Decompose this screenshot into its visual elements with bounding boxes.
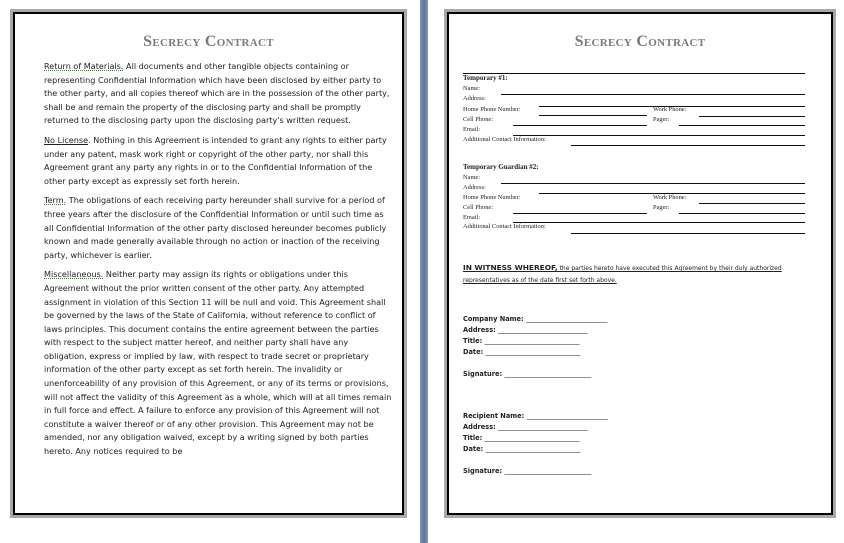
signature-field[interactable]: ______________________________ bbox=[504, 370, 586, 378]
section-no-license bbox=[44, 134, 392, 188]
title-field[interactable]: ______________________________ bbox=[484, 337, 566, 345]
work-phone-label: Work Phone: bbox=[653, 194, 687, 201]
witness-text: the parties hereto have executed this Agreement by their duly authorized representatives as of the date first set forth above. bbox=[463, 265, 782, 284]
witness-clause bbox=[463, 262, 813, 287]
name-field-line[interactable] bbox=[501, 94, 805, 95]
witness-lead: IN WITNESS WHEREOF, bbox=[463, 263, 558, 272]
additional-info-field-line[interactable] bbox=[571, 145, 805, 146]
company-name-label: Company Name: bbox=[463, 315, 524, 323]
signature-field[interactable]: ______________________________ bbox=[504, 467, 586, 475]
work-phone-field-line[interactable] bbox=[699, 203, 805, 204]
home-phone-label: Home Phone Number: bbox=[463, 106, 521, 113]
home-phone-label: Home Phone Number: bbox=[463, 194, 521, 201]
section-heading: Return of Materials. bbox=[44, 61, 124, 71]
home-phone-field-line[interactable] bbox=[539, 115, 647, 116]
title-label: Title: bbox=[463, 434, 483, 442]
work-phone-field-line[interactable] bbox=[699, 116, 805, 117]
cell-phone-field-line[interactable] bbox=[513, 125, 647, 126]
company-signature-block: Company Name: ______________________________ Address: _________________________________ Title: ___________________________________ Date: ___________________________________ Signature: ________________________________ bbox=[463, 315, 607, 378]
pager-field-line[interactable] bbox=[679, 213, 805, 214]
section-heading: Term. bbox=[44, 195, 67, 206]
signature-label: Signature: bbox=[463, 467, 503, 475]
pager-label: Pager: bbox=[653, 204, 670, 211]
address-label: Address: bbox=[463, 326, 496, 334]
cell-phone-field-line[interactable] bbox=[513, 213, 647, 214]
block-heading: Temporary Guardian #2: bbox=[463, 163, 539, 171]
signature-label: Signature: bbox=[463, 370, 503, 378]
pager-label: Pager: bbox=[653, 116, 670, 123]
date-label: Date: bbox=[463, 445, 484, 453]
address-label: Address: bbox=[463, 95, 486, 102]
email-field-line[interactable] bbox=[513, 222, 805, 223]
block-heading: Temporary #1: bbox=[463, 74, 508, 82]
work-phone-label: Work Phone: bbox=[653, 106, 687, 113]
title-label: Title: bbox=[463, 337, 483, 345]
address-field[interactable]: ______________________________ bbox=[498, 326, 579, 334]
section-return-of-materials bbox=[44, 60, 392, 128]
contract-body bbox=[44, 60, 392, 465]
address-field[interactable]: ______________________________ bbox=[498, 423, 579, 431]
contract-page-1 bbox=[13, 12, 404, 515]
section-miscellaneous bbox=[44, 268, 392, 458]
recipient-name-field[interactable]: ______________________________ bbox=[526, 412, 608, 420]
contract-page-2 bbox=[447, 12, 833, 515]
pager-field-line[interactable] bbox=[679, 125, 805, 126]
section-heading: Miscellaneous. bbox=[44, 269, 104, 280]
page-title: Secrecy Contract bbox=[574, 33, 706, 50]
email-label: Email: bbox=[463, 126, 481, 133]
name-label: Name: bbox=[463, 174, 481, 181]
title-field[interactable]: ______________________________ bbox=[484, 434, 566, 442]
date-label: Date: bbox=[463, 348, 484, 356]
date-field[interactable]: ______________________________ bbox=[485, 445, 567, 453]
additional-info-label: Additional Contact Information: bbox=[463, 223, 546, 230]
name-label: Name: bbox=[463, 85, 481, 92]
page-divider bbox=[420, 0, 428, 543]
rule-line bbox=[463, 73, 805, 74]
date-field[interactable]: ______________________________ bbox=[485, 348, 567, 356]
email-label: Email: bbox=[463, 214, 481, 221]
section-heading: No License bbox=[44, 134, 89, 145]
name-field-line[interactable] bbox=[501, 183, 805, 184]
page-title: Secrecy Contract bbox=[143, 33, 274, 50]
address-label: Address: bbox=[463, 423, 496, 431]
section-body: All documents and other tangible objects containing or representing Confidential Information which have been disclosed by either party to the other party, and all copies thereof which are in the possession of the other party, shall be and remain the property of the disclosing party and shall be promptly returned to the disclosing party upon the disclosing party's written request. bbox=[44, 61, 390, 126]
section-body: The obligations of each receiving party hereunder shall survive for a period of three years after the disclosure of the Confidential Information or until such time as all Confidential Information of the other party disclosed hereunder becomes publicly known and made generally available through no action or inaction of the receiving party, whichever is earlier. bbox=[44, 195, 387, 260]
additional-info-label: Additional Contact Information: bbox=[463, 136, 546, 143]
additional-info-field-line[interactable] bbox=[571, 233, 805, 234]
company-name-field[interactable]: ______________________________ bbox=[525, 315, 607, 323]
section-body: . Nothing in this Agreement is intended to grant any rights to either party under any patent, mask work right or copyright of the other party, nor shall this Agreement grant any party any rights in or to the Confidential Information of the other party except as expressly set forth herein. bbox=[44, 134, 387, 186]
email-field-line[interactable] bbox=[513, 135, 805, 136]
address-label: Address: bbox=[463, 184, 486, 191]
section-term bbox=[44, 194, 392, 262]
cell-phone-label: Cell Phone: bbox=[463, 204, 493, 211]
section-body: Neither party may assign its rights or obligations under this Agreement without the prior written consent of the other party. Any attempted assignment in violation of this Section 11 will be null and void. This Agreement shall be governed by the laws of the State of California, without reference to conflict of laws principles. This document contains the entire agreement between the parties with respect to the subject matter hereof, and neither party shall have any obligation, express or implied by law, with respect to trade secret or proprietary information of the other party except as set forth herein. The invalidity or unenforceability of any provision of this Agreement, or any of its terms or provisions, will not affect the validity of this Agreement as a whole, which will at all times remain in full force and effect. A failure to enforce any provision of this Agreement will not constitute a waiver thereof or of any other provision. This Agreement may not be amended, nor any obligation waived, except by a writing signed by both parties hereto. Any notices required to be bbox=[44, 269, 392, 457]
recipient-signature-block: Recipient Name: ______________________________ Address: _________________________________ Title: ___________________________________ Date: ___________________________________ Signature: ________________________________ bbox=[463, 412, 608, 475]
recipient-name-label: Recipient Name: bbox=[463, 412, 525, 420]
cell-phone-label: Cell Phone: bbox=[463, 116, 493, 123]
